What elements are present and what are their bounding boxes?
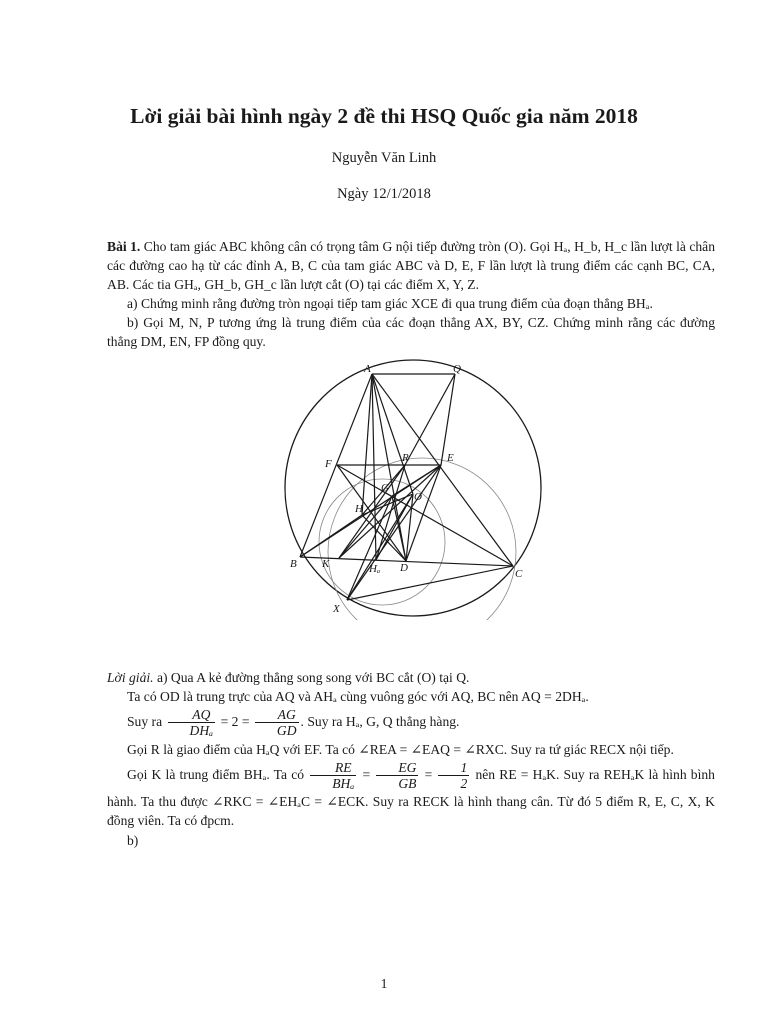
- paper-title: Lời giải bài hình ngày 2 đề thi HSQ Quốc gia năm 2018: [130, 104, 638, 128]
- label-Q: Q: [453, 363, 461, 375]
- problem-part-b: b) Gọi M, N, P tương ứng là trung điểm của các đoạn thẳng AX, BY, CZ. Chứng minh rằng các đường thẳng DM, EN, FP đồng quy.: [107, 315, 715, 349]
- fraction-den: DHₐ: [189, 723, 214, 738]
- solution-text-5b: nên RE = HₐK. Suy ra REHₐK là hình bình hành. Ta thu được ∠RKC = ∠EHₐC = ∠ECK. Suy ra RECK là hình thang cân. Từ đó 5 điểm R, E, C, X, K đồng viên. Ta có đpcm.: [107, 767, 715, 828]
- fraction-den: BHₐ: [332, 776, 355, 791]
- label-F: F: [325, 458, 332, 470]
- label-G: G: [381, 482, 389, 494]
- geometry-figure: [282, 358, 544, 620]
- side-AC: [372, 374, 513, 566]
- fraction-num: EG: [376, 760, 418, 776]
- circumcircle-O: [285, 360, 541, 616]
- label-R: R: [402, 452, 409, 464]
- solution-text-3a: Suy ra: [127, 714, 163, 730]
- solution-line-4: Gọi R là giao điểm của HₐQ với EF. Ta có ∠REA = ∠EAQ = ∠RXC. Suy ra tứ giác RECX nội tiếp.: [127, 742, 674, 757]
- solution-section: [107, 668, 715, 850]
- solution-line-3: [107, 707, 715, 739]
- label-C: C: [515, 568, 523, 580]
- equals-2: =: [424, 767, 433, 783]
- equation-mid: = 2 =: [220, 714, 250, 730]
- label-Ha: Hₐ: [369, 563, 381, 575]
- label-O: O: [414, 491, 422, 503]
- label-D: D: [400, 562, 408, 574]
- date: Ngày 12/1/2018: [337, 186, 431, 202]
- problem-section: [107, 237, 715, 351]
- problem-text: Cho tam giác ABC không cân có trọng tâm G nội tiếp đường tròn (O). Gọi Hₐ, H_b, H_c lần lượt là chân các đường cao hạ từ các đỉnh A, B, C của tam giác ABC và D, E, F lần lượt là trung điểm các cạnh BC, CA, AB. Các tia GHₐ, GH_b, GH_c lần lượt cắt (O) tại các điểm X, Y, Z.: [107, 239, 715, 292]
- solution-line-2: Ta có OD là trung trực của AQ và AHₐ cùng vuông góc với AQ, BC nên AQ = 2DHₐ.: [127, 689, 589, 704]
- label-X: X: [333, 603, 340, 615]
- solution-text-5a: Gọi K là trung điểm BHₐ. Ta có: [127, 767, 305, 783]
- label-K: K: [322, 558, 330, 570]
- solution-label: Lời giải.: [107, 670, 154, 685]
- fraction-RE-BHa: [310, 760, 356, 792]
- line-AHa: [372, 374, 376, 560]
- fraction-num: AG: [255, 707, 299, 723]
- problem-statement: [107, 237, 715, 294]
- fraction-den: 2: [460, 776, 468, 791]
- label-B: B: [290, 558, 297, 570]
- author: Nguyễn Văn Linh: [331, 150, 437, 166]
- fraction-num: RE: [310, 760, 356, 776]
- label-H: H: [355, 503, 363, 515]
- solution-text-3b: . Suy ra Hₐ, G, Q thẳng hàng.: [300, 714, 460, 730]
- fraction-num: 1: [438, 760, 469, 776]
- fraction-AG-GD: [255, 707, 299, 739]
- line-HB: [300, 515, 362, 557]
- line-A-O: [372, 374, 413, 494]
- fraction-EG-GB: [376, 760, 418, 792]
- fraction-den: GB: [398, 776, 417, 791]
- solution-line-5: [107, 760, 715, 830]
- label-A: A: [364, 363, 371, 375]
- fraction-num: AQ: [168, 707, 216, 723]
- equals-1: =: [362, 767, 371, 783]
- problem-part-a: a) Chứng minh rằng đường tròn ngoại tiếp tam giác XCE đi qua trung điểm của đoạn thẳng BHₐ.: [127, 296, 653, 311]
- page-number: 1: [380, 976, 388, 991]
- solution-line-1: [107, 668, 715, 687]
- fraction-1-2: [438, 760, 469, 792]
- fraction-den: GD: [276, 723, 297, 738]
- problem-label: Bài 1.: [107, 239, 141, 254]
- solution-line-6: b): [127, 833, 139, 848]
- label-E: E: [447, 452, 454, 464]
- fraction-AQ-DHa: [168, 707, 216, 739]
- solution-text-1: a) Qua A kẻ đường thẳng song song với BC cắt (O) tại Q.: [156, 670, 470, 685]
